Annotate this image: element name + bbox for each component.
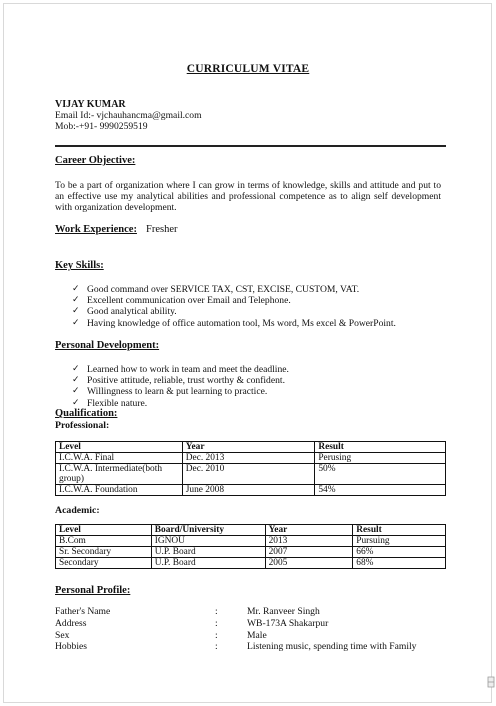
check-icon: ✓ xyxy=(72,306,80,317)
contact-mobile: Mob:-+91- 9990259519 xyxy=(55,121,148,132)
table-cell: B.Com xyxy=(56,536,152,547)
table-cell: U.P. Board xyxy=(151,547,265,558)
document-title: CURRICULUM VITAE xyxy=(186,63,310,75)
table-row xyxy=(56,547,446,558)
table-cell: Dec. 2013 xyxy=(182,453,315,464)
table-cell: 68% xyxy=(353,558,446,569)
list-item: ✓ Good analytical ability. xyxy=(72,306,177,318)
key-skills-list xyxy=(72,284,396,329)
personal-development-list xyxy=(72,364,289,409)
academic-table xyxy=(55,524,446,569)
work-experience-heading: Work Experience: xyxy=(55,224,137,235)
table-cell: 2005 xyxy=(265,558,353,569)
contact-email: Email Id:- vjchauhancma@gmail.com xyxy=(55,110,202,121)
table-header-row xyxy=(56,525,446,536)
page-curl-icon xyxy=(487,676,495,688)
column-header: Result xyxy=(315,442,446,453)
career-objective-heading: Career Objective: xyxy=(55,155,136,166)
table-row xyxy=(56,536,446,547)
profile-separator: : xyxy=(215,630,218,641)
list-item: ✓ Good command over SERVICE TAX, CST, EXCISE, CUSTOM, VAT. xyxy=(72,284,360,295)
professional-label: Professional: xyxy=(55,420,110,431)
table-cell: IGNOU xyxy=(151,536,265,547)
profile-separator: : xyxy=(215,606,218,617)
check-icon: ✓ xyxy=(72,364,80,374)
list-item: ✓ Excellent communication over Email and Telephone. xyxy=(72,295,291,307)
table-cell: Sr. Secondary xyxy=(56,547,152,558)
table-row xyxy=(56,464,446,485)
table-header-row xyxy=(56,442,446,453)
table-row xyxy=(56,453,446,464)
table-cell: 66% xyxy=(353,547,446,558)
academic-label: Academic: xyxy=(55,505,100,516)
personal-profile-heading: Personal Profile: xyxy=(55,585,131,596)
qualification-heading: Qualification: xyxy=(55,408,118,419)
table-cell: I.C.W.A. Foundation xyxy=(56,485,183,496)
column-header: Result xyxy=(353,525,446,536)
profile-label: Address xyxy=(55,618,87,629)
table-cell: I.C.W.A. Final xyxy=(56,453,183,464)
career-objective-text: To be a part of organization where I can grow in terms of knowledge, skills and attitude and put to an effective use my analytical abilities and professional competence as to align self development with organization development. xyxy=(55,180,441,213)
table-cell: 50% xyxy=(315,464,446,485)
list-item: ✓ Learned how to work in team and meet the deadline. xyxy=(72,364,289,375)
check-icon: ✓ xyxy=(72,284,80,294)
check-icon: ✓ xyxy=(72,295,80,306)
table-row xyxy=(56,558,446,569)
list-item: ✓ Positive attitude, reliable, trust worthy & confident. xyxy=(72,375,285,387)
list-item: ✓ Flexible nature. xyxy=(72,397,148,409)
check-icon: ✓ xyxy=(72,375,80,386)
check-icon: ✓ xyxy=(72,317,80,328)
list-item: ✓ Willingness to learn & put learning to practice. xyxy=(72,386,268,398)
profile-value: Male xyxy=(247,630,267,641)
key-skills-heading: Key Skills: xyxy=(55,260,104,271)
personal-development-heading: Personal Development: xyxy=(55,340,160,351)
profile-value: Listening music, spending time with Family xyxy=(247,641,417,652)
check-icon: ✓ xyxy=(72,386,80,397)
profile-label: Sex xyxy=(55,630,70,641)
professional-table xyxy=(55,441,446,496)
header-divider xyxy=(55,145,446,147)
column-header: Year xyxy=(265,525,353,536)
profile-value: WB-173A Shakarpur xyxy=(247,618,329,629)
table-cell: Secondary xyxy=(56,558,152,569)
column-header: Board/University xyxy=(151,525,265,536)
column-header: Level xyxy=(56,525,152,536)
table-cell: 2007 xyxy=(265,547,353,558)
check-icon: ✓ xyxy=(72,397,80,408)
profile-separator: : xyxy=(215,618,218,629)
table-cell: I.C.W.A. Intermediate(both group) xyxy=(56,464,183,485)
table-cell: 54% xyxy=(315,485,446,496)
profile-separator: : xyxy=(215,641,218,652)
table-cell: Dec. 2010 xyxy=(182,464,315,485)
table-cell: Perusing xyxy=(315,453,446,464)
table-row xyxy=(56,485,446,496)
table-cell: U.P. Board xyxy=(151,558,265,569)
list-item: ✓ Having knowledge of office automation tool, Ms word, Ms excel & PowerPoint. xyxy=(72,317,396,329)
table-cell: 2013 xyxy=(265,536,353,547)
profile-label: Father's Name xyxy=(55,606,111,617)
profile-label: Hobbies xyxy=(55,641,87,652)
profile-value: Mr. Ranveer Singh xyxy=(247,606,320,617)
column-header: Year xyxy=(182,442,315,453)
candidate-name: VIJAY KUMAR xyxy=(55,99,126,110)
column-header: Level xyxy=(56,442,183,453)
table-cell: Pursuing xyxy=(353,536,446,547)
work-experience-value: Fresher xyxy=(146,224,178,235)
table-cell: June 2008 xyxy=(182,485,315,496)
